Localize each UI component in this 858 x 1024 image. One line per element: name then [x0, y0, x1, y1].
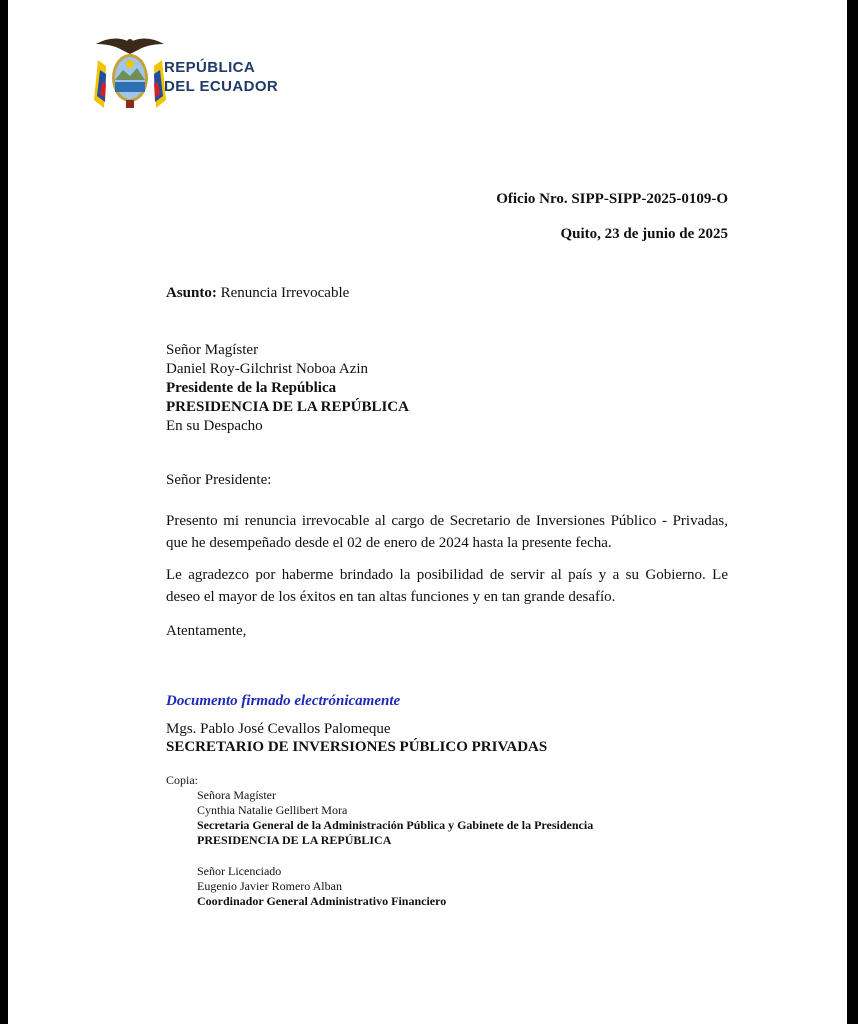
greeting: Señor Presidente: [166, 472, 272, 488]
copia-1-title: Señora Magíster [197, 788, 276, 802]
paragraph-2-line-2: deseo el mayor de los éxitos en tan altas funciones y en tan grande desafío. [166, 589, 616, 605]
letter-date: Quito, 23 de junio de 2025 [560, 226, 728, 242]
country-line-1: REPÚBLICA [164, 59, 256, 76]
copia-2-position: Coordinador General Administrativo Financiero [197, 894, 447, 908]
asunto-text: Renuncia Irrevocable [216, 285, 350, 301]
asunto-label: Asunto: [166, 285, 217, 301]
country-name [164, 58, 278, 96]
recipient-name: Daniel Roy-Gilchrist Noboa Azin [166, 361, 369, 377]
copia-recipient-1 [197, 788, 593, 848]
signer-title: SECRETARIO DE INVERSIONES PÚBLICO PRIVADAS [166, 739, 548, 755]
copia-recipient-2 [197, 864, 446, 909]
document-page [8, 0, 847, 1024]
signed-note: Documento firmado electrónicamente [166, 693, 401, 709]
country-line-2: DEL ECUADOR [164, 78, 279, 95]
recipient-position: Presidente de la República [166, 380, 337, 396]
signer-name: Mgs. Pablo José Cevallos Palomeque [166, 721, 391, 737]
recipient-institution: PRESIDENCIA DE LA REPÚBLICA [166, 399, 409, 415]
copia-label: Copia: [166, 773, 198, 787]
copia-2-name: Eugenio Javier Romero Alban [197, 879, 342, 893]
oficio-number: Oficio Nro. SIPP-SIPP-2025-0109-O [496, 191, 728, 207]
recipient-title: Señor Magíster [166, 342, 259, 358]
paragraph-1-line-1: Presento mi renuncia irrevocable al cargo de Secretario de Inversiones Público - Privadas, [166, 513, 728, 529]
closing: Atentamente, [166, 623, 247, 639]
copia-2-title: Señor Licenciado [197, 864, 282, 878]
asunto-line [166, 285, 349, 302]
copia-1-institution: PRESIDENCIA DE LA REPÚBLICA [197, 833, 392, 847]
coat-of-arms-icon [88, 30, 172, 114]
paragraph-2-line-1: Le agradezco por haberme brindado la posibilidad de servir al país y a su Gobierno. Le [166, 567, 728, 583]
paragraph-1-line-2: que he desempeñado desde el 02 de enero de 2024 hasta la presente fecha. [166, 535, 612, 551]
copia-1-name: Cynthia Natalie Gellibert Mora [197, 803, 348, 817]
recipient-block [166, 341, 409, 436]
copia-1-position: Secretaria General de la Administración Pública y Gabinete de la Presidencia [197, 818, 594, 832]
coat-of-arms-logo [88, 30, 172, 114]
paragraph-2 [166, 564, 728, 608]
recipient-location: En su Despacho [166, 418, 263, 434]
paragraph-1 [166, 510, 728, 554]
